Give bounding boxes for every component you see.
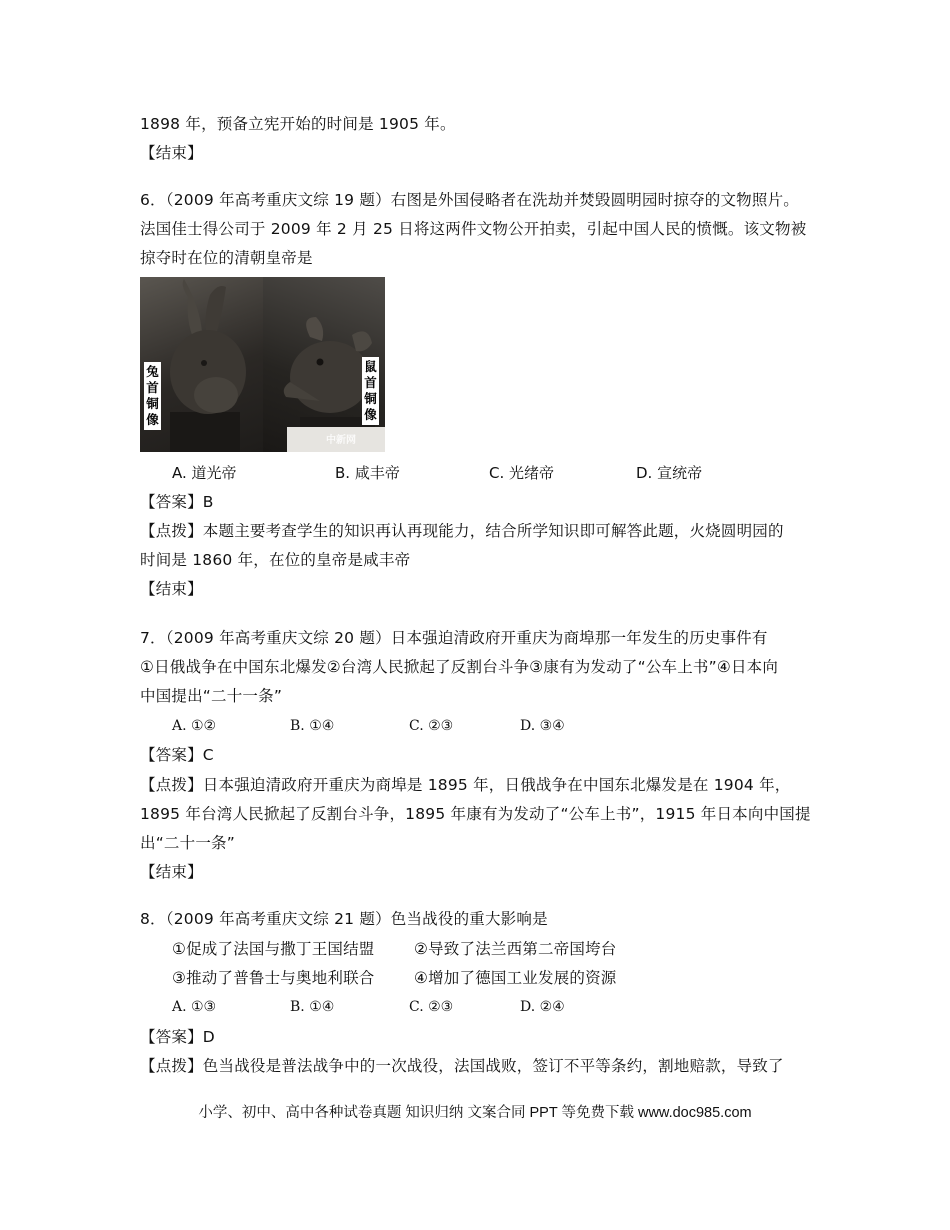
- question-7-stem: 7．（2009 年高考重庆文综 20 题）日本强迫清政府开重庆为商埠那一年发生的历史事件有: [140, 629, 768, 647]
- end-marker: 【结束】: [140, 580, 203, 598]
- q8-statement: ③推动了普鲁士与奥地利联合: [172, 969, 375, 987]
- explanation-line: 出“二十一条”: [140, 834, 235, 852]
- explanation-line: 【点拨】本题主要考查学生的知识再认再现能力，结合所学知识即可解答此题，火烧圆明园的: [140, 522, 784, 540]
- q7-option-a: A. ①②: [172, 718, 217, 734]
- answer-line: 【答案】C: [140, 746, 214, 764]
- bronze-heads-illustration: [140, 277, 385, 452]
- answer-line: 【答案】B: [140, 493, 214, 511]
- q6-option-b: B. 咸丰帝: [335, 464, 400, 482]
- question-6-stem: 法国佳士得公司于 2009 年 2 月 25 日将这两件文物公开拍卖，引起中国人民的愤慨。该文物被: [140, 220, 807, 238]
- question-6-stem: 6．（2009 年高考重庆文综 19 题）右图是外国侵略者在洗劫并焚毁圆明园时掠夺的文物照片。: [140, 191, 799, 209]
- q6-option-d: D. 宣统帝: [636, 464, 703, 482]
- q8-option-b: B. ①④: [290, 999, 335, 1015]
- q7-option-c: C. ②③: [409, 718, 454, 734]
- q8-option-c: C. ②③: [409, 999, 454, 1015]
- q6-option-c: C. 光绪帝: [489, 464, 555, 482]
- question-6-stem: 掠夺时在位的清朝皇帝是: [140, 249, 313, 267]
- bronze-heads-photo: [140, 277, 385, 452]
- question-7-stem: ①日俄战争在中国东北爆发②台湾人民掀起了反割台斗争③康有为发动了“公车上书”④日本向: [140, 658, 779, 676]
- photo-watermark: 中新网: [326, 435, 356, 446]
- end-marker: 【结束】: [140, 144, 203, 162]
- q7-option-d: D. ③④: [520, 718, 565, 734]
- explanation-line: 【点拨】日本强迫清政府开重庆为商埠是 1895 年，日俄战争在中国东北爆发是在 1904 年，: [140, 776, 791, 794]
- q8-option-d: D. ②④: [520, 999, 565, 1015]
- text-line: 1898 年，预备立宪开始的时间是 1905 年。: [140, 115, 456, 133]
- question-7-stem: 中国提出“二十一条”: [140, 687, 283, 705]
- question-8-stem: 8．（2009 年高考重庆文综 21 题）色当战役的重大影响是: [140, 910, 548, 928]
- rabbit-head-caption: 兔首铜像: [144, 362, 161, 430]
- q6-option-a: A. 道光帝: [172, 464, 237, 482]
- q8-option-a: A. ①③: [172, 999, 217, 1015]
- answer-line: 【答案】D: [140, 1028, 215, 1046]
- q7-option-b: B. ①④: [290, 718, 335, 734]
- explanation-line: 1895 年台湾人民掀起了反割台斗争，1895 年康有为发动了“公车上书”，1915 年日本向中国提: [140, 805, 811, 823]
- rat-head-caption: 鼠首铜像: [362, 357, 379, 425]
- q8-statement: ②导致了法兰西第二帝国垮台: [414, 940, 617, 958]
- q8-statement: ④增加了德国工业发展的资源: [414, 969, 617, 987]
- explanation-line: 【点拨】色当战役是普法战争中的一次战役，法国战败，签订不平等条约，割地赔款，导致了: [140, 1057, 784, 1075]
- q8-statement: ①促成了法国与撒丁王国结盟: [172, 940, 375, 958]
- explanation-line: 时间是 1860 年，在位的皇帝是咸丰帝: [140, 551, 411, 569]
- end-marker: 【结束】: [140, 863, 203, 881]
- page-footer: 小学、初中、高中各种试卷真题 知识归纳 文案合同 PPT 等免费下载 www.doc985.com: [198, 1105, 752, 1121]
